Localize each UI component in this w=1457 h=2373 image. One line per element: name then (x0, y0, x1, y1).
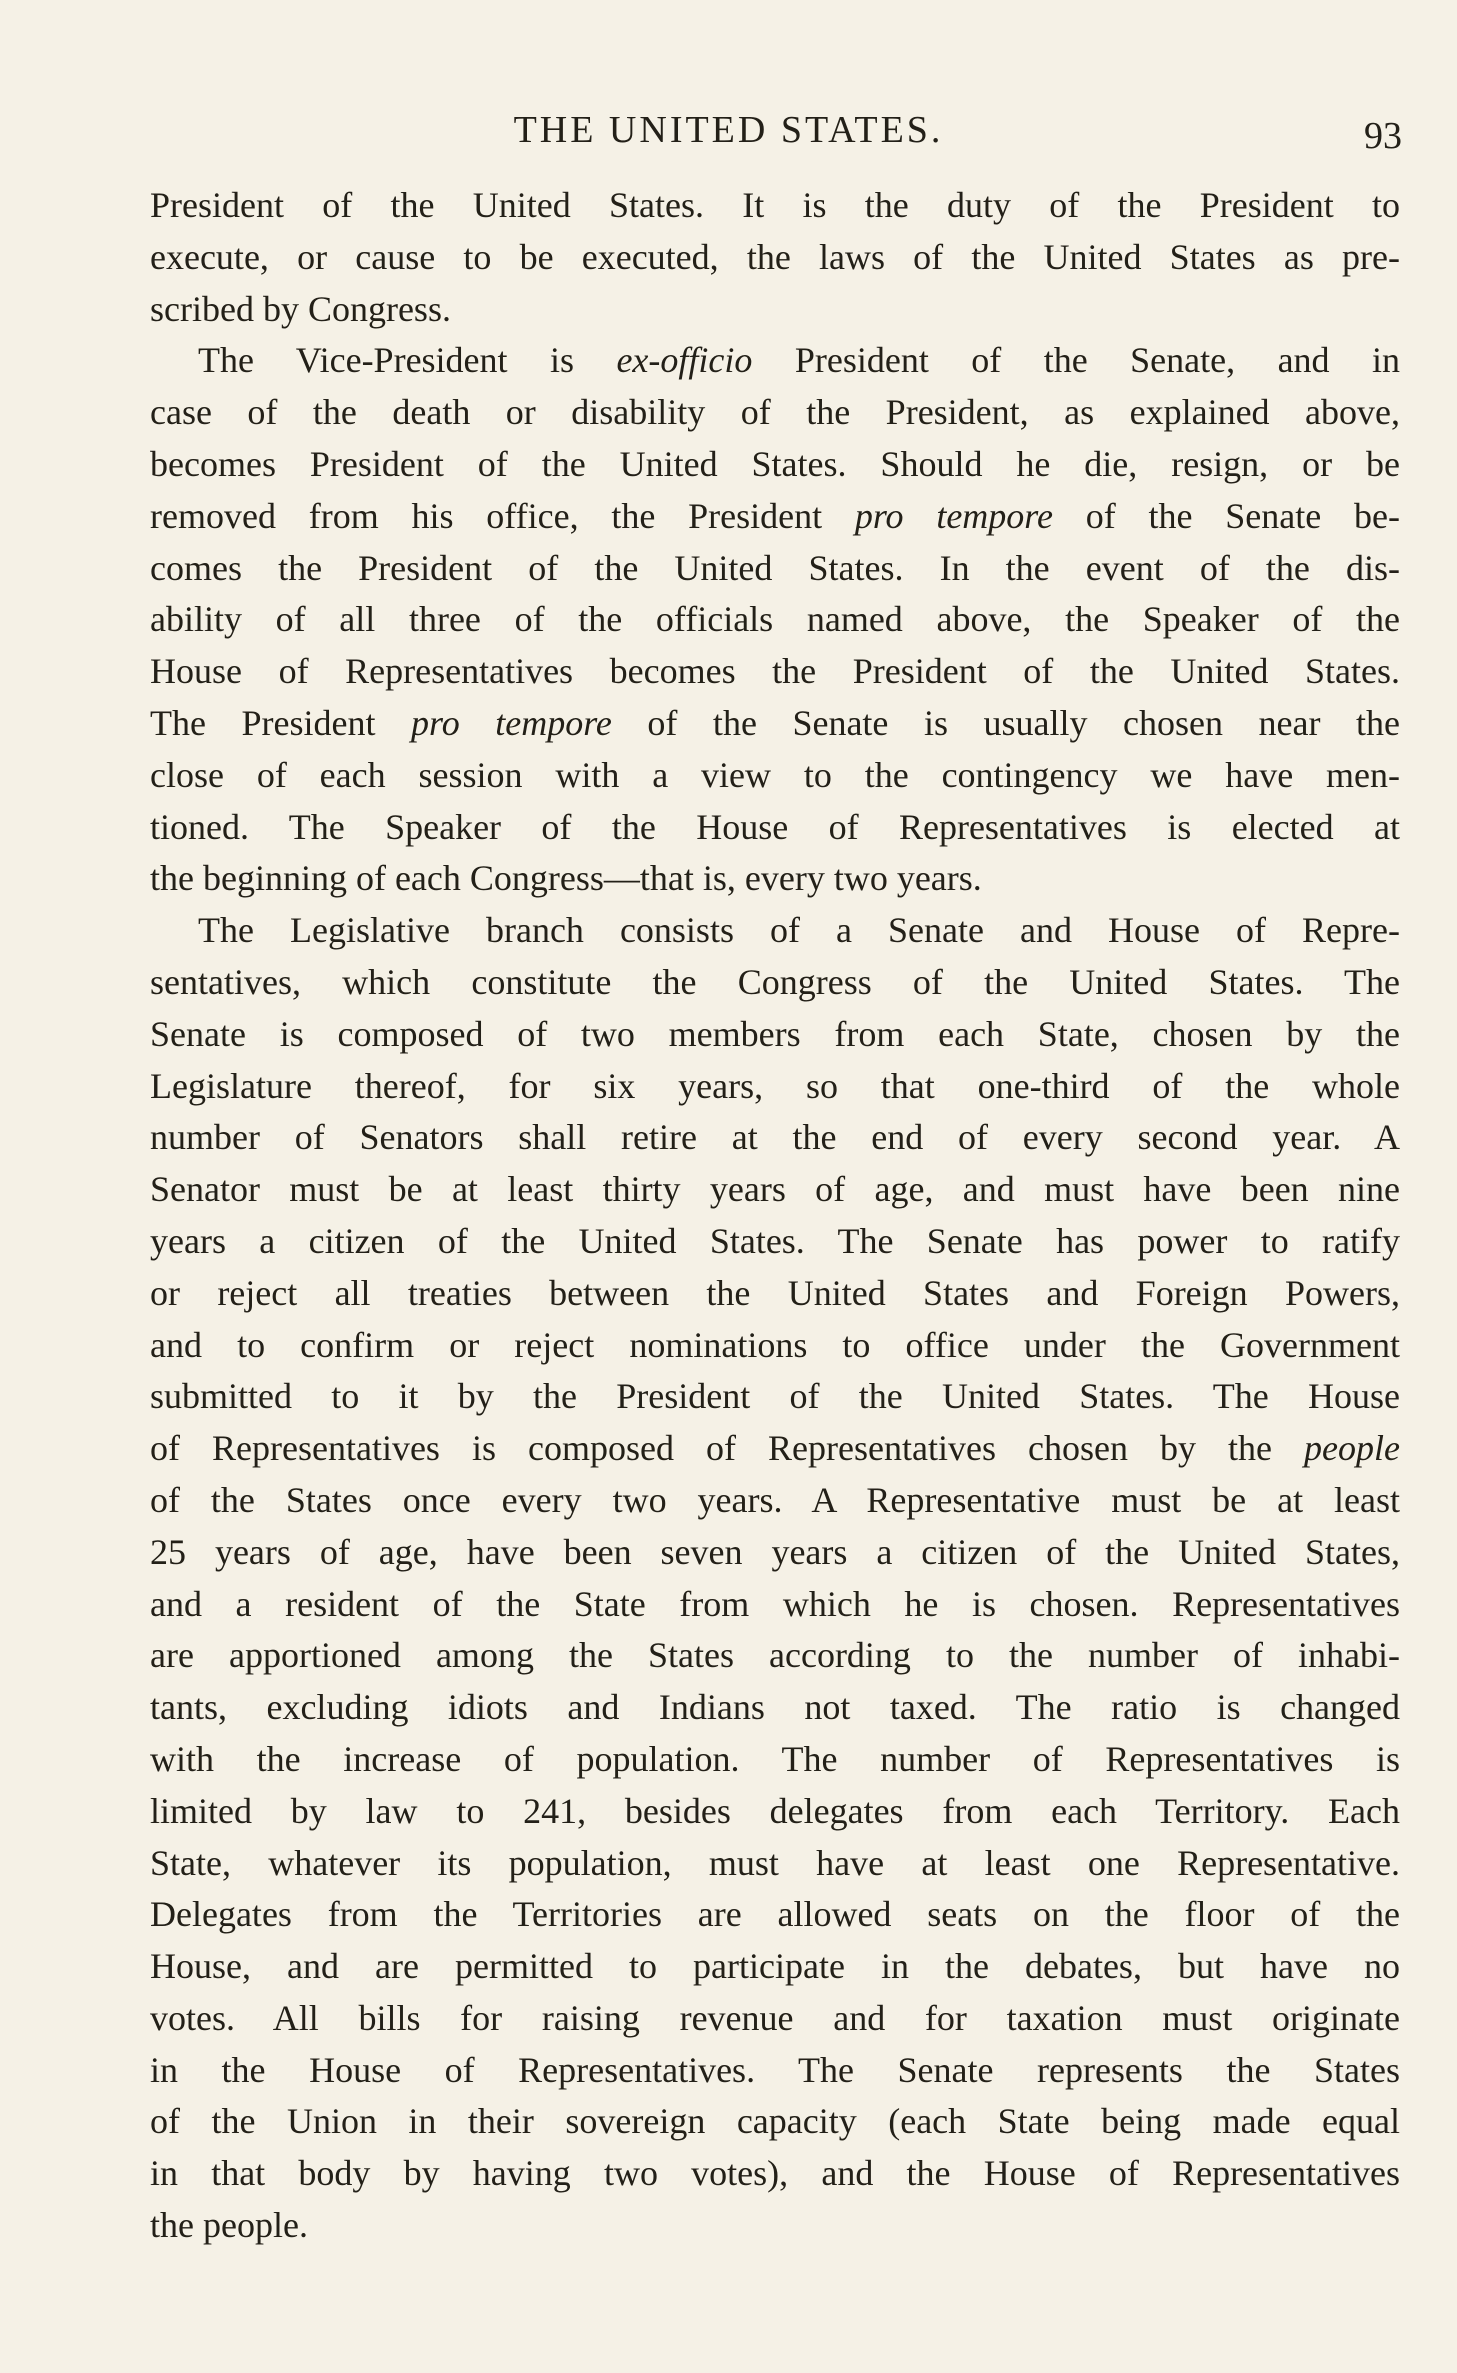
text-line (150, 646, 1400, 698)
text-line (150, 491, 1400, 543)
text-segment: removed from his office, the President (150, 495, 855, 536)
text-segment: President of the Senate, and in (752, 340, 1400, 381)
running-head (0, 108, 1457, 158)
text-segment: close of each session with a view to the contingency we have men- (150, 754, 1400, 795)
text-line (150, 1527, 1400, 1579)
text-segment: 25 years of age, have been seven years a citizen of the United States, (150, 1531, 1400, 1572)
text-segment: the people. (150, 2205, 308, 2246)
text-segment: tioned. The Speaker of the House of Representatives is elected at (150, 806, 1400, 847)
text-line (150, 1941, 1400, 1993)
text-segment: becomes President of the United States. Should he die, resign, or be (150, 443, 1400, 484)
text-line (150, 853, 1400, 905)
text-line (150, 1838, 1400, 1890)
text-line (150, 594, 1400, 646)
text-segment: The Legislative branch consists of a Senate and House of Repre- (198, 910, 1400, 951)
text-line (150, 1371, 1400, 1423)
text-segment: limited by law to 241, besides delegates from each Territory. Each (150, 1790, 1400, 1831)
text-segment: State, whatever its population, must have at least one Representative. (150, 1842, 1400, 1883)
italic-text: people (1304, 1428, 1400, 1469)
text-line (150, 543, 1400, 595)
text-segment: or reject all treaties between the United States and Foreign Powers, (150, 1272, 1400, 1313)
text-line (150, 1993, 1400, 2045)
text-line (150, 1009, 1400, 1061)
italic-text: pro tempore (854, 495, 1053, 536)
text-line (150, 284, 1400, 336)
text-line (150, 2148, 1400, 2200)
italic-text: pro tempore (411, 702, 612, 743)
text-segment: in that body by having two votes), and the House of Representatives (150, 2153, 1400, 2194)
text-segment: years a citizen of the United States. The Senate has power to ratify (150, 1220, 1400, 1261)
text-line (150, 698, 1400, 750)
text-line (150, 2045, 1400, 2097)
text-line (150, 335, 1400, 387)
text-segment: with the increase of population. The number of Representatives is (150, 1738, 1400, 1779)
text-line (150, 1786, 1400, 1838)
text-line (150, 1268, 1400, 1320)
text-line (150, 802, 1400, 854)
text-segment: of the States once every two years. A Representative must be at least (150, 1479, 1400, 1520)
text-line (150, 1579, 1400, 1631)
text-line (150, 180, 1400, 232)
text-segment: House, and are permitted to participate in the debates, but have no (150, 1946, 1400, 1987)
italic-text: ex-officio (616, 340, 753, 381)
text-line (150, 2200, 1400, 2252)
text-segment: are apportioned among the States according to the number of inhabi- (150, 1635, 1400, 1676)
text-line (150, 905, 1400, 957)
text-segment: and a resident of the State from which he is chosen. Representatives (150, 1583, 1400, 1624)
text-line (150, 1164, 1400, 1216)
text-line (150, 232, 1400, 284)
text-line (150, 1682, 1400, 1734)
text-segment: of the Senate is usually chosen near the (611, 702, 1400, 743)
text-segment: tants, excluding idiots and Indians not taxed. The ratio is changed (150, 1687, 1400, 1728)
text-segment: of Representatives is composed of Representatives chosen by the (150, 1428, 1305, 1469)
text-line (150, 1475, 1400, 1527)
text-segment: votes. All bills for raising revenue and for taxation must originate (150, 1997, 1400, 2038)
text-line (150, 439, 1400, 491)
text-segment: of the Senate be- (1052, 495, 1400, 536)
text-segment: The President (150, 702, 412, 743)
text-segment: sentatives, which constitute the Congress of the United States. The (150, 961, 1400, 1002)
text-segment: Delegates from the Territories are allowed seats on the floor of the (150, 1894, 1400, 1935)
text-segment: execute, or cause to be executed, the laws of the United States as pre- (150, 236, 1400, 277)
text-segment: number of Senators shall retire at the end of every second year. A (150, 1117, 1400, 1158)
text-segment: Legislature thereof, for six years, so that one-third of the whole (150, 1065, 1400, 1106)
text-line (150, 1889, 1400, 1941)
text-segment: Senator must be at least thirty years of age, and must have been nine (150, 1169, 1400, 1210)
text-line (150, 2096, 1400, 2148)
running-title: THE UNITED STATES. (513, 109, 944, 151)
text-line (150, 1112, 1400, 1164)
text-segment: scribed by Congress. (150, 288, 451, 329)
text-line (150, 1630, 1400, 1682)
text-line (150, 1734, 1400, 1786)
text-line (150, 1061, 1400, 1113)
text-line (150, 1216, 1400, 1268)
text-segment: submitted to it by the President of the United States. The House (150, 1376, 1400, 1417)
text-segment: in the House of Representatives. The Senate represents the States (150, 2049, 1400, 2090)
text-segment: and to confirm or reject nominations to office under the Government (150, 1324, 1400, 1365)
text-segment: Senate is composed of two members from each State, chosen by the (150, 1013, 1400, 1054)
text-segment: The Vice-President is (198, 340, 617, 381)
text-segment: President of the United States. It is the duty of the President to (150, 185, 1400, 225)
text-line (150, 750, 1400, 802)
text-line (150, 957, 1400, 1009)
text-line (150, 1423, 1400, 1475)
text-segment: case of the death or disability of the President, as explained above, (150, 392, 1400, 433)
text-segment: comes the President of the United States. In the event of the dis- (150, 547, 1400, 588)
text-segment: the beginning of each Congress—that is, every two years. (150, 858, 982, 899)
text-line (150, 1320, 1400, 1372)
text-segment: ability of all three of the officials named above, the Speaker of the (150, 599, 1400, 640)
page-number: 93 (1364, 115, 1402, 157)
text-line (150, 387, 1400, 439)
body-text (150, 180, 1400, 2252)
text-segment: House of Representatives becomes the President of the United States. (150, 651, 1400, 692)
text-segment: of the Union in their sovereign capacity (each State being made equal (150, 2101, 1400, 2142)
